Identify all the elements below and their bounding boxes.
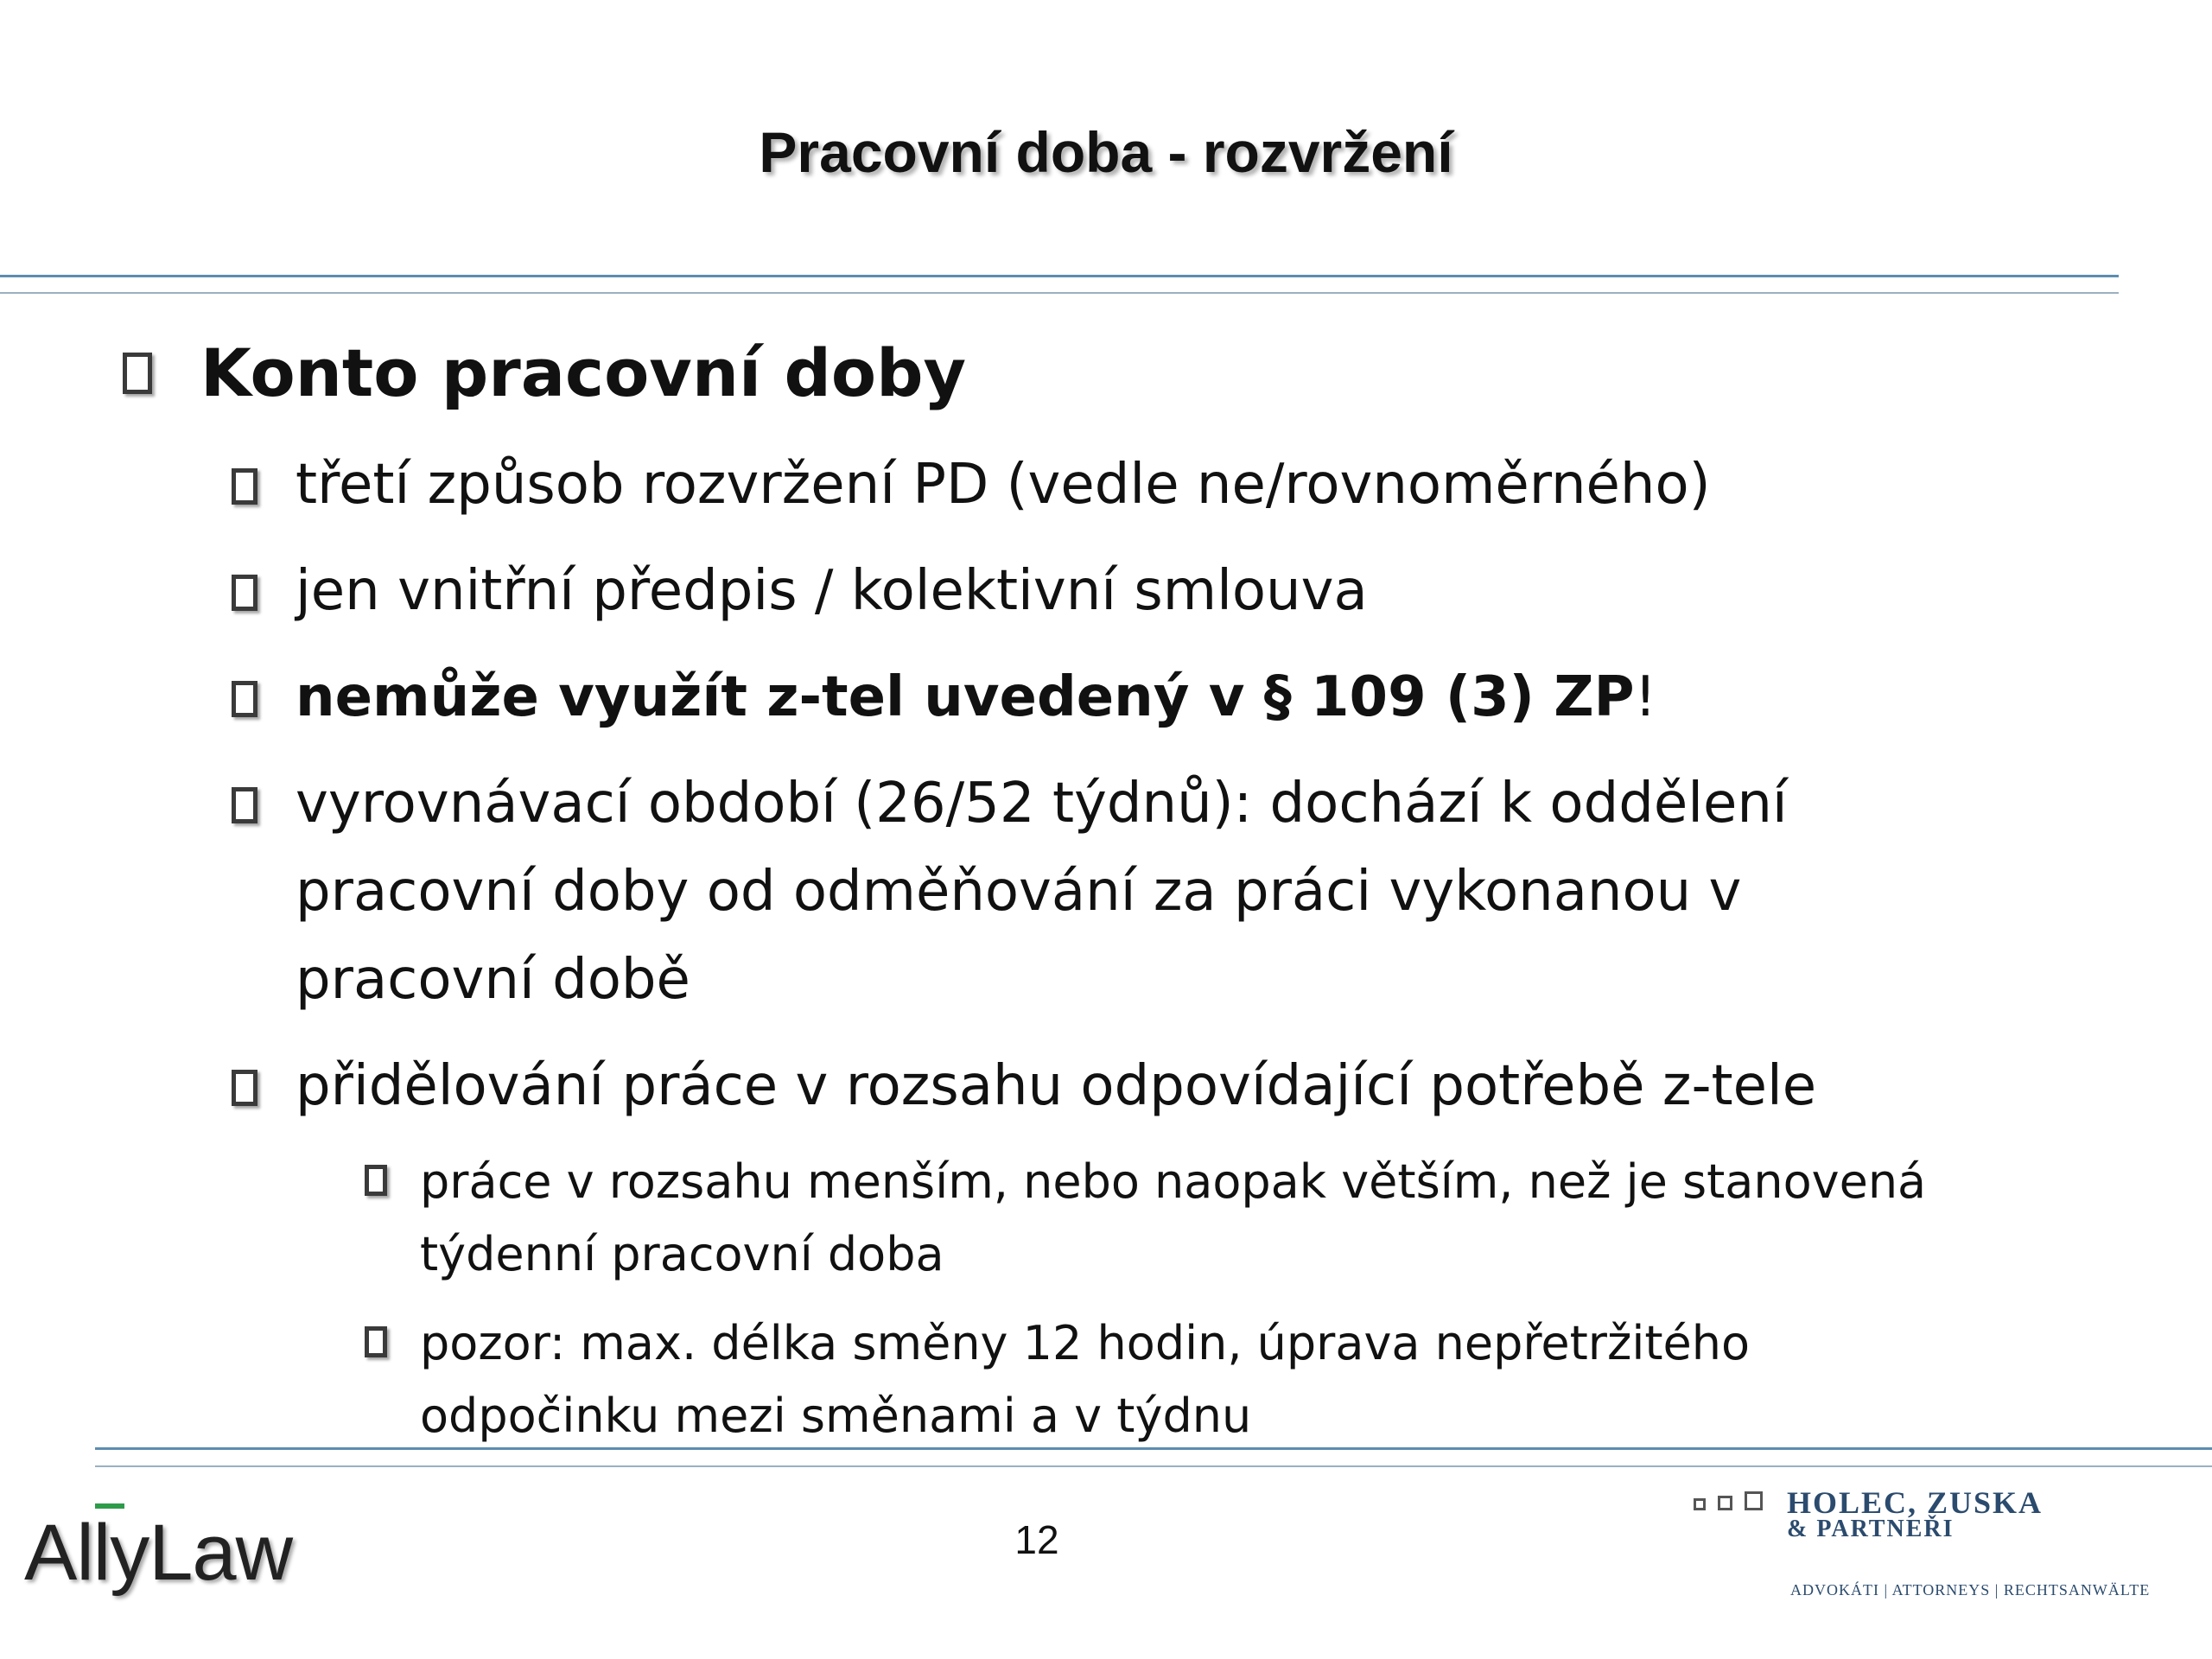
sub-bullet-item	[420, 1146, 2062, 1291]
heading-text: Konto pracovní doby	[200, 334, 967, 411]
bullet-item-line: vyrovnávací období (26/52 týdnů): dochází k oddělení	[296, 772, 1788, 836]
footer-divider	[95, 1447, 2212, 1450]
square-bullet-icon	[232, 468, 257, 505]
square-bullet-icon	[232, 1070, 257, 1106]
sub-bullet-item	[420, 1307, 2062, 1452]
bullet-item-line: pracovní doby od odměňování za práci vykonanou v	[296, 860, 1742, 924]
sub-bullet-line: odpočinku mezi směnami a v týdnu	[420, 1389, 1252, 1443]
bullet-item-text: jen vnitřní předpis / kolektivní smlouva	[296, 559, 1368, 623]
sub-bullet-line: pozor: max. délka směny 12 hodin, úprava nepřetržitého	[420, 1316, 1750, 1370]
bullet-item	[296, 760, 2024, 1024]
allylaw-logo: AllyLaw	[24, 1509, 293, 1597]
bullet-item-text-bold: nemůže využít z-tel uvedený v § 109 (3) ZP	[296, 665, 1635, 729]
bullet-item	[296, 1042, 2024, 1130]
header-divider-thin	[0, 292, 2119, 294]
bullet-item-text: přidělování práce v rozsahu odpovídající potřebě z-tele	[296, 1054, 1817, 1118]
bullet-item-suffix: !	[1634, 665, 1657, 729]
logo-squares-icon	[1694, 1491, 1775, 1510]
header-divider	[0, 275, 2119, 277]
square-bullet-icon	[232, 681, 257, 717]
square-bullet-icon	[123, 353, 152, 394]
bullet-heading	[200, 330, 966, 416]
page-number: 12	[1014, 1517, 1059, 1562]
bullet-item	[296, 441, 2024, 529]
slide-title: Pracovní doba - rozvržení	[759, 120, 1453, 184]
firm-subname: & PARTNEŘI	[1787, 1516, 1955, 1542]
square-bullet-icon	[365, 1326, 387, 1357]
bullet-item	[296, 653, 2024, 741]
firm-name: HOLEC, ZUSKA	[1787, 1485, 2044, 1520]
square-bullet-icon	[365, 1165, 387, 1196]
footer-divider-thin	[95, 1465, 2212, 1467]
bullet-item-text: třetí způsob rozvržení PD (vedle ne/rovnoměrného)	[296, 453, 1711, 517]
sub-bullet-line: týdenní pracovní doba	[420, 1227, 944, 1281]
firm-tagline: ADVOKÁTI | ATTORNEYS | RECHTSANWÄLTE	[1790, 1581, 2151, 1599]
square-bullet-icon	[232, 575, 257, 611]
bullet-item	[296, 547, 2024, 635]
square-bullet-icon	[232, 787, 257, 823]
sub-bullet-line: práce v rozsahu menším, nebo naopak větším, než je stanovená	[420, 1154, 1927, 1209]
holec-zuska-logo	[1694, 1484, 2177, 1614]
bullet-item-line: pracovní době	[296, 948, 690, 1012]
